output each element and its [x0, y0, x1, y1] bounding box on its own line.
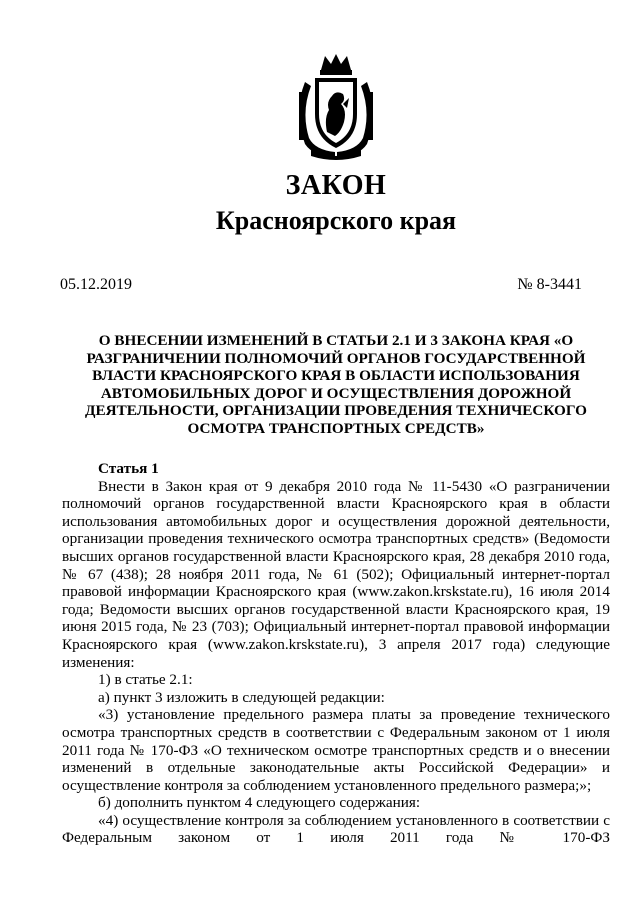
article-title: Статья 1	[98, 460, 159, 477]
paragraph: Внести в Закон края от 9 декабря 2010 года № 11-5430 «О разграничении полномочий органов государственной власти Красноярского края в области использования автомобильных дорог и осуществления дорожной деятельности, организации проведения технического осмотра транспортных средств» (Ведомости высших органов государственной власти Красноярского края, 28 декабря 2010 года, № 67 (438); 28 ноября 2011 года, № 61 (502); Официальный интернет-портал правовой информации Красноярского края (www.zakon.krskstate.ru), 16 июля 2014 года; Ведомости высших органов государственной власти Красноярского края, 19 июня 2015 года, № 23 (703); Официальный интернет-портал правовой информации Красноярского края (www.zakon.krskstate.ru), 3 апреля 2017 года) следующие изменения:	[62, 477, 610, 671]
law-subtitle: Красноярского края	[215, 206, 457, 235]
law-date: 05.12.2019	[60, 276, 132, 293]
law-title: ЗАКОН	[285, 170, 387, 201]
coat-of-arms-emblem	[291, 52, 381, 162]
paragraph: а) пункт 3 изложить в следующей редакции:	[98, 688, 385, 706]
paragraph: 1) в статье 2.1:	[98, 671, 193, 689]
paragraph: «3) установление предельного размера платы за проведение технического осмотра транспортных средств в соответствии с Федеральным законом от 1 июля 2011 года № 170-ФЗ «О техническом осмотре транспортных средств и о внесении изменений в отдельные законодательные акты Российской Федерации» и осуществление контроля за соблюдением установленного предельного размера;»;	[62, 706, 610, 794]
article-body	[62, 460, 610, 847]
paragraph: «4) осуществление контроля за соблюдением установленного в соответствии с Федеральным законом от 1 июля 2011 года № 170-ФЗ	[62, 811, 610, 847]
paragraph: б) дополнить пунктом 4 следующего содержания:	[98, 794, 421, 812]
law-heading: О ВНЕСЕНИИ ИЗМЕНЕНИЙ В СТАТЬИ 2.1 И 3 ЗАКОНА КРАЯ «О РАЗГРАНИЧЕНИИ ПОЛНОМОЧИЙ ОРГАНОВ ГОСУДАРСТВЕННОЙ ВЛАСТИ КРАСНОЯРСКОГО КРАЯ В ОБЛАСТИ ИСПОЛЬЗОВАНИЯ АВТОМОБИЛЬНЫХ ДОРОГ И ОСУЩЕСТВЛЕНИЯ ДОРОЖНОЙ ДЕЯТЕЛЬНОСТИ, ОРГАНИЗАЦИИ ПРОВЕДЕНИЯ ТЕХНИЧЕСКОГО ОСМОТРА ТРАНСПОРТНЫХ СРЕДСТВ»	[85, 332, 587, 437]
law-number: № 8-3441	[517, 276, 582, 293]
